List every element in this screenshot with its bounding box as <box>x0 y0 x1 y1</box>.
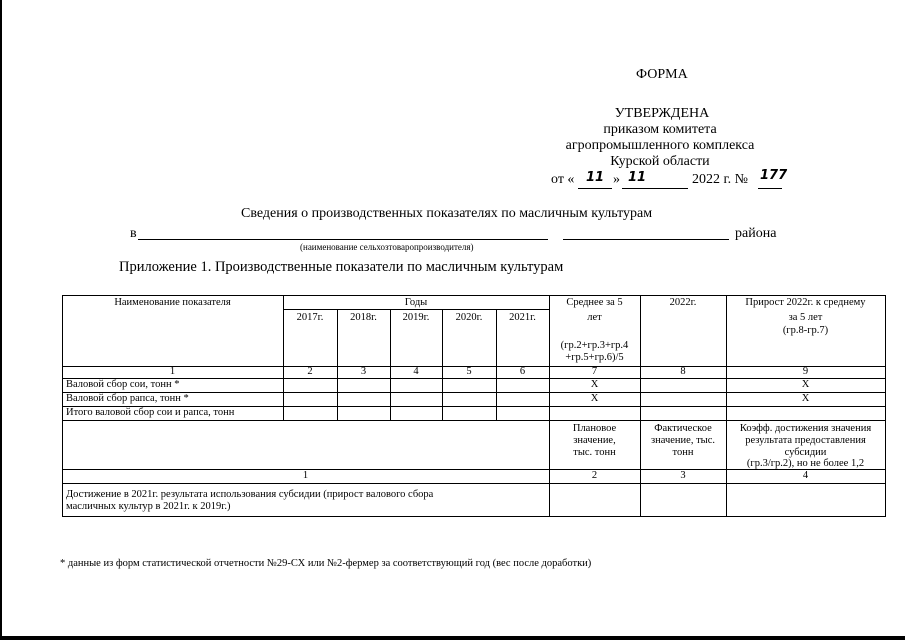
coef-header-2: результата предоставления <box>745 435 866 446</box>
col-number: 9 <box>802 366 809 377</box>
col-header-2022: 2022г. <box>669 297 697 308</box>
col-header-growth-1: Прирост 2022г. к среднему <box>745 297 866 308</box>
plan-header-2: значение, <box>573 435 616 446</box>
col-header-name: Наименование показателя <box>114 297 231 308</box>
coef-header-3: субсидии <box>784 447 827 458</box>
row-rapeseed-name: Валовой сбор рапса, тонн * <box>66 393 189 404</box>
row-rapeseed-growth: Х <box>801 393 810 404</box>
col-header-year-2017: 2017г. <box>296 312 324 323</box>
col-header-year-2018: 2018г. <box>350 312 377 323</box>
achievement-row-line-1: Достижение в 2021г. результата использования субсидии (прирост валового сбора <box>66 489 434 500</box>
row-soy-avg: Х <box>590 379 599 390</box>
col-number: 4 <box>802 470 809 481</box>
coef-header-4: (гр.3/гр.2), но не более 1,2 <box>746 458 865 469</box>
row-soy-growth: Х <box>801 379 810 390</box>
col-header-avg-3: (гр.2+гр.3+гр.4 <box>560 340 629 351</box>
place-prefix: в <box>130 226 137 241</box>
achievement-row-line-2: масличных культур в 2021г. к 2019г.) <box>66 501 231 512</box>
place-caption: (наименование сельхозтоваропроизводителя) <box>300 242 474 252</box>
col-header-year-2021: 2021г. <box>509 312 536 323</box>
col-header-avg-2: лет <box>587 312 602 323</box>
date-mid: » <box>613 172 620 187</box>
date-month-handwritten: 11 <box>628 170 647 185</box>
plan-header-1: Плановое <box>572 423 617 434</box>
footnote: * данные из форм статистической отчетности №29-СХ или №2-фермер за соответствующий год (вес после доработки) <box>60 558 592 569</box>
row-rapeseed-avg: Х <box>590 393 599 404</box>
col-header-avg-4: +гр.5+гр.6)/5 <box>565 352 624 363</box>
fact-header-1: Фактическое <box>654 423 712 434</box>
fact-header-2: значение, тыс. <box>650 435 716 446</box>
col-number: 2 <box>307 366 313 377</box>
col-header-year-2019: 2019г. <box>402 312 430 323</box>
plan-header-3: тыс. тонн <box>573 447 616 458</box>
col-number: 2 <box>591 470 598 481</box>
approved-line-1: приказом комитета <box>603 122 717 137</box>
date-day-handwritten: 11 <box>586 170 605 185</box>
approved-line-2: агропромышленного комплекса <box>565 138 755 153</box>
date-prefix: от « <box>551 172 575 187</box>
col-header-years: Годы <box>404 297 428 308</box>
col-number: 3 <box>360 366 367 377</box>
place-suffix: района <box>735 226 777 241</box>
appendix-title: Приложение 1. Производственные показатели по масличным культурам <box>119 259 564 275</box>
col-number: 8 <box>680 366 686 377</box>
date-year: 2022 г. № <box>692 172 749 187</box>
col-header-avg-1: Среднее за 5 <box>566 297 623 308</box>
col-number: 1 <box>302 470 309 481</box>
col-header-growth-3: (гр.8-гр.7) <box>782 325 829 336</box>
col-number: 4 <box>413 366 419 377</box>
col-number: 1 <box>169 366 176 377</box>
col-number: 5 <box>466 366 472 377</box>
form-label: ФОРМА <box>636 67 688 82</box>
doc-number-handwritten: 177 <box>760 168 788 183</box>
col-header-growth-2: за 5 лет <box>788 312 823 323</box>
approved-label: УТВЕРЖДЕНА <box>614 106 710 121</box>
approved-line-3: Курской области <box>610 154 710 169</box>
col-header-year-2020: 2020г. <box>455 312 483 323</box>
row-total-name: Итого валовой сбор сои и рапса, тонн <box>66 407 235 418</box>
row-soy-name: Валовой сбор сои, тонн * <box>66 379 180 390</box>
col-number: 6 <box>519 366 526 377</box>
fact-header-3: тонн <box>672 447 694 458</box>
coef-header-1: Коэфф. достижения значения <box>739 423 872 434</box>
col-number: 3 <box>680 470 686 481</box>
col-number: 7 <box>591 366 598 377</box>
document-title: Сведения о производственных показателях по масличным культурам <box>241 206 653 221</box>
